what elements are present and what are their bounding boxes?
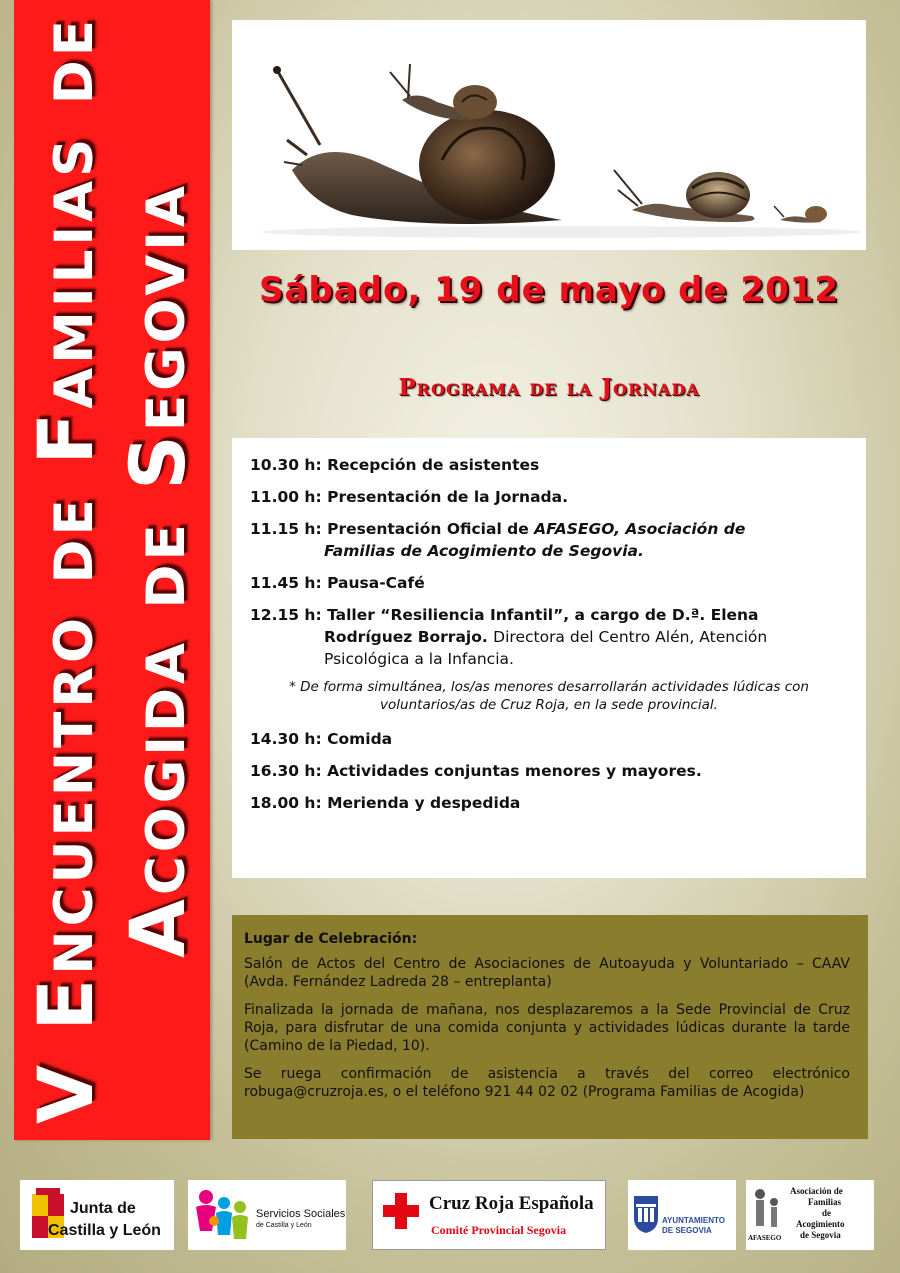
schedule-note-line-2: voluntarios/as de Cruz Roja, en la sede provincial.: [380, 697, 718, 713]
schedule-item: [250, 572, 848, 594]
schedule-text-continuation-2: Psicológica a la Infancia.: [324, 650, 514, 668]
logo-ay-line-1: AYUNTAMIENTO: [662, 1216, 725, 1225]
schedule-text: Comida: [327, 730, 393, 748]
schedule-item: [250, 518, 848, 562]
logo-junta-castilla-leon: [20, 1180, 174, 1250]
schedule-text-continuation: Familias de Acogimiento de Segovia.: [324, 542, 644, 560]
logo-af-line-5: de Segovia: [800, 1230, 841, 1240]
speaker-name: Rodríguez Borrajo.: [324, 628, 488, 646]
schedule-note-line-1: * De forma simultánea, los/as menores desarrollarán actividades lúdicas con: [289, 679, 809, 695]
schedule-item: [250, 760, 848, 782]
schedule-note: [250, 678, 848, 714]
logo-af-line-1: Asociación de: [790, 1186, 843, 1196]
logo-af-line-3: de: [822, 1208, 831, 1218]
schedule-text-continuation: [250, 626, 848, 648]
program-title: Programa de la Jornada: [398, 374, 700, 401]
logo-af-line-2: Familias: [808, 1197, 841, 1207]
schedule-time: 12.15 h:: [250, 606, 322, 624]
schedule-item: [250, 486, 848, 508]
logo-afasego: [746, 1180, 874, 1250]
logo-cruz-roja: [372, 1180, 606, 1250]
schedule-text: Recepción de asistentes: [327, 456, 540, 474]
schedule-time: 18.00 h:: [250, 794, 322, 812]
schedule-time: 14.30 h:: [250, 730, 322, 748]
snails-illustration: [232, 20, 866, 250]
logo-ay-line-2: DE SEGOVIA: [662, 1226, 712, 1235]
schedule-time: 10.30 h:: [250, 456, 322, 474]
speaker-role: Directora del Centro Alén, Atención: [493, 628, 768, 646]
schedule-box: [232, 438, 866, 878]
banner-title-line-2: Acogida de Segovia: [113, 182, 202, 958]
location-confirmation: Se ruega confirmación de asistencia a través del correo electrónico robuga@cruzroja.es, o el teléfono 921 44 02 02 (Programa Familias de Acogida): [244, 1066, 850, 1100]
logo-ss-line-2: de Castilla y León: [256, 1222, 312, 1229]
location-venue: Salón de Actos del Centro de Asociaciones de Autoayuda y Voluntariado – CAAV (Avda. Fernández Ladreda 28 – entreplanta): [244, 956, 850, 990]
location-afternoon: Finalizada la jornada de mañana, nos desplazaremos a la Sede Provincial de Cruz Roja, para disfrutar de una comida conjunta y actividades lúdicas durante la tarde (Camino de la Piedad, 10).: [244, 1002, 850, 1054]
event-date: Sábado, 19 de mayo de 2012: [258, 270, 840, 310]
schedule-text-emphasis: AFASEGO, Asociación de: [534, 520, 746, 538]
schedule-time: 16.30 h:: [250, 762, 322, 780]
banner-title: [20, 15, 204, 1125]
logo-servicios-sociales: [188, 1180, 346, 1250]
logo-af-line-4: Acogimiento: [796, 1219, 845, 1229]
banner-title-line-1: V Encuentro de Familias de: [21, 16, 110, 1124]
schedule-item: [250, 728, 848, 750]
logo-jcyl-line-1: Junta de: [70, 1200, 136, 1217]
people-figures-icon: [190, 1185, 254, 1245]
aqueduct-shield-icon: [632, 1194, 660, 1234]
logo-ss-line-1: Servicios Sociales: [256, 1208, 346, 1220]
schedule-text: Presentación Oficial de: [327, 520, 529, 538]
schedule-item: [250, 454, 848, 476]
logo-jcyl-line-2: Castilla y León: [48, 1222, 161, 1239]
location-title: Lugar de Celebración:: [244, 931, 418, 947]
red-cross-icon: [381, 1191, 421, 1231]
schedule-text: Pausa-Café: [327, 574, 425, 592]
logo-cr-line-1: Cruz Roja Española: [429, 1193, 594, 1214]
logo-cr-line-2: Comité Provincial Segovia: [431, 1223, 567, 1237]
schedule-time: 11.00 h:: [250, 488, 322, 506]
logo-af-mark: AFASEGO: [748, 1234, 782, 1242]
schedule-time: 11.45 h:: [250, 574, 322, 592]
sponsor-logos: [14, 1180, 872, 1250]
schedule-text: Actividades conjuntas menores y mayores.: [327, 762, 702, 780]
location-box: [232, 915, 868, 1139]
snails-photo: [232, 20, 866, 250]
schedule-text: Merienda y despedida: [327, 794, 521, 812]
schedule-text: Presentación de la Jornada.: [327, 488, 568, 506]
schedule-time: 11.15 h:: [250, 520, 322, 538]
schedule-text: Taller “Resiliencia Infantil”, a cargo de D.ª. Elena: [327, 606, 759, 624]
schedule-item: [250, 604, 848, 670]
title-banner: [14, 0, 210, 1140]
schedule-item: [250, 792, 848, 814]
logo-ayuntamiento-segovia: [628, 1180, 736, 1250]
